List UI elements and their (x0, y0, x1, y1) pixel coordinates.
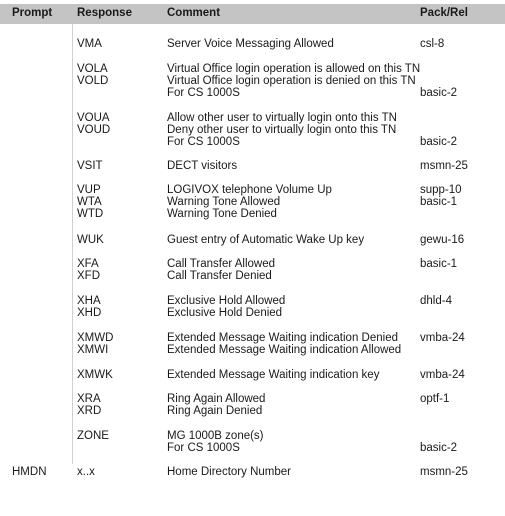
comment-cell-line: Call Transfer Allowed (167, 258, 276, 270)
response-cell-line: XMWD (77, 332, 114, 344)
response-cell (77, 258, 100, 282)
pack-rel-cell-line: vmba-24 (420, 332, 465, 344)
comment-cell-line: Virtual Office login operation is allowed on this TN (167, 63, 421, 75)
pack-rel-cell (420, 234, 464, 246)
response-cell (77, 38, 102, 50)
response-cell-line: XRA (77, 393, 101, 405)
response-cell-line: XMWI (77, 344, 109, 357)
pack-rel-cell-line (420, 405, 449, 417)
comment-cell (167, 112, 397, 149)
comment-cell (167, 234, 364, 246)
comment-cell-line: Allow other user to virtually login onto this TN (167, 112, 397, 124)
response-cell-line: WUK (77, 234, 104, 246)
response-cell-line: VOLA (77, 63, 108, 75)
comment-cell (167, 184, 332, 221)
header-response: Response (77, 7, 132, 19)
response-cell-line: WTA (77, 196, 102, 209)
comment-cell-line: Exclusive Hold Allowed (167, 295, 286, 307)
response-cell-line: XHD (77, 307, 102, 320)
pack-rel-cell-line: vmba-24 (420, 369, 465, 381)
response-cell-line: XRD (77, 405, 102, 418)
pack-rel-cell (420, 332, 465, 356)
response-cell-line: VOLD (77, 75, 109, 88)
pack-rel-cell-line: msmn-25 (420, 466, 468, 478)
comment-cell-line: LOGIVOX telephone Volume Up (167, 184, 332, 196)
response-cell-line: VSIT (77, 160, 103, 172)
response-cell-line: VOUA (77, 112, 110, 124)
pack-rel-cell-line: msmn-25 (420, 160, 468, 172)
comment-cell-line: Call Transfer Denied (167, 270, 272, 283)
pack-rel-cell (420, 369, 465, 381)
response-cell (77, 160, 103, 172)
response-cell-line: XHA (77, 295, 101, 307)
comment-cell (167, 369, 379, 381)
pack-rel-cell-line (420, 75, 457, 87)
prompt-cell-line: HMDN (12, 466, 47, 478)
pack-rel-cell-line (420, 344, 465, 356)
comment-cell (167, 63, 420, 100)
comment-cell-line: For CS 1000S (167, 136, 240, 149)
pack-rel-cell (420, 393, 449, 417)
pack-rel-cell-line: gewu-16 (420, 234, 465, 246)
comment-cell-line: Server Voice Messaging Allowed (167, 38, 334, 50)
header-pack-rel: Pack/Rel (420, 7, 468, 19)
comment-cell (167, 38, 334, 50)
comment-cell-line: Warning Tone Allowed (167, 196, 281, 209)
comment-cell (167, 295, 285, 319)
comment-cell-line: Virtual Office login operation is denied on this TN (167, 75, 416, 88)
column-divider (72, 24, 73, 464)
response-cell-line: VUP (77, 184, 101, 196)
response-cell (77, 234, 104, 246)
comment-cell (167, 466, 291, 478)
pack-rel-cell (420, 38, 444, 50)
pack-rel-cell-line (420, 112, 457, 124)
comment-cell (167, 393, 265, 417)
comment-cell-line: Warning Tone Denied (167, 208, 277, 221)
comment-cell-line: Exclusive Hold Denied (167, 307, 283, 320)
comment-cell-line: For CS 1000S (167, 442, 240, 455)
comment-cell (167, 160, 237, 172)
response-cell-line: WTD (77, 208, 104, 221)
pack-rel-cell (420, 295, 452, 319)
pack-rel-cell (420, 258, 457, 282)
pack-rel-cell-line: csl-8 (420, 38, 445, 50)
response-cell (77, 295, 101, 319)
table-header (0, 4, 505, 24)
comment-cell-line: Extended Message Waiting indication Denied (167, 332, 398, 344)
response-cell-line: x..x (77, 466, 95, 478)
pack-rel-cell-line: basic-2 (420, 442, 458, 455)
response-cell (77, 393, 101, 417)
comment-cell-line: Deny other user to virtually login onto this TN (167, 124, 397, 137)
header-prompt: Prompt (12, 7, 53, 19)
response-cell (77, 369, 113, 381)
response-cell-line: XFD (77, 270, 100, 283)
header-comment: Comment (167, 7, 221, 19)
response-cell-line: XFA (77, 258, 99, 270)
response-cell-line: VOUD (77, 124, 111, 137)
response-cell (77, 184, 103, 221)
pack-rel-cell-line: supp-10 (420, 184, 462, 196)
pack-rel-cell (420, 430, 457, 454)
comment-cell (167, 258, 275, 282)
prompt-cell (12, 466, 47, 478)
response-cell (77, 466, 95, 478)
pack-rel-cell (420, 184, 462, 221)
comment-cell-line: MG 1000B zone(s) (167, 430, 264, 442)
pack-rel-cell-line (420, 208, 462, 220)
pack-rel-cell (420, 160, 468, 172)
comment-cell (167, 332, 401, 356)
response-cell-line: ZONE (77, 430, 109, 442)
pack-rel-cell-line: basic-2 (420, 87, 458, 100)
pack-rel-cell-line (420, 430, 457, 442)
pack-rel-cell (420, 112, 457, 149)
response-cell (77, 63, 108, 87)
comment-cell (167, 430, 264, 454)
comment-cell-line: Extended Message Waiting indication key (167, 369, 380, 381)
pack-rel-cell-line: basic-2 (420, 136, 458, 149)
response-cell (77, 430, 109, 442)
response-cell-line: XMWK (77, 369, 113, 381)
pack-rel-cell-line: dhld-4 (420, 295, 452, 307)
pack-rel-cell-line: basic-1 (420, 258, 458, 270)
response-cell-line: VMA (77, 38, 102, 50)
pack-rel-cell (420, 466, 468, 478)
comment-cell-line: Home Directory Number (167, 466, 291, 478)
comment-cell-line: Extended Message Waiting indication Allowed (167, 344, 402, 357)
comment-cell-line: DECT visitors (167, 160, 238, 172)
response-cell (77, 332, 113, 356)
pack-rel-cell (420, 63, 457, 100)
comment-cell-line: Guest entry of Automatic Wake Up key (167, 234, 365, 246)
comment-cell-line: Ring Again Allowed (167, 393, 266, 405)
comment-cell-line: Ring Again Denied (167, 405, 263, 418)
pack-rel-cell-line (420, 270, 457, 282)
pack-rel-cell-line (420, 63, 457, 75)
pack-rel-cell-line (420, 124, 457, 136)
response-cell (77, 112, 110, 136)
pack-rel-cell-line: basic-1 (420, 196, 458, 209)
pack-rel-cell-line (420, 307, 452, 319)
comment-cell-line: For CS 1000S (167, 87, 240, 100)
pack-rel-cell-line: optf-1 (420, 393, 450, 405)
